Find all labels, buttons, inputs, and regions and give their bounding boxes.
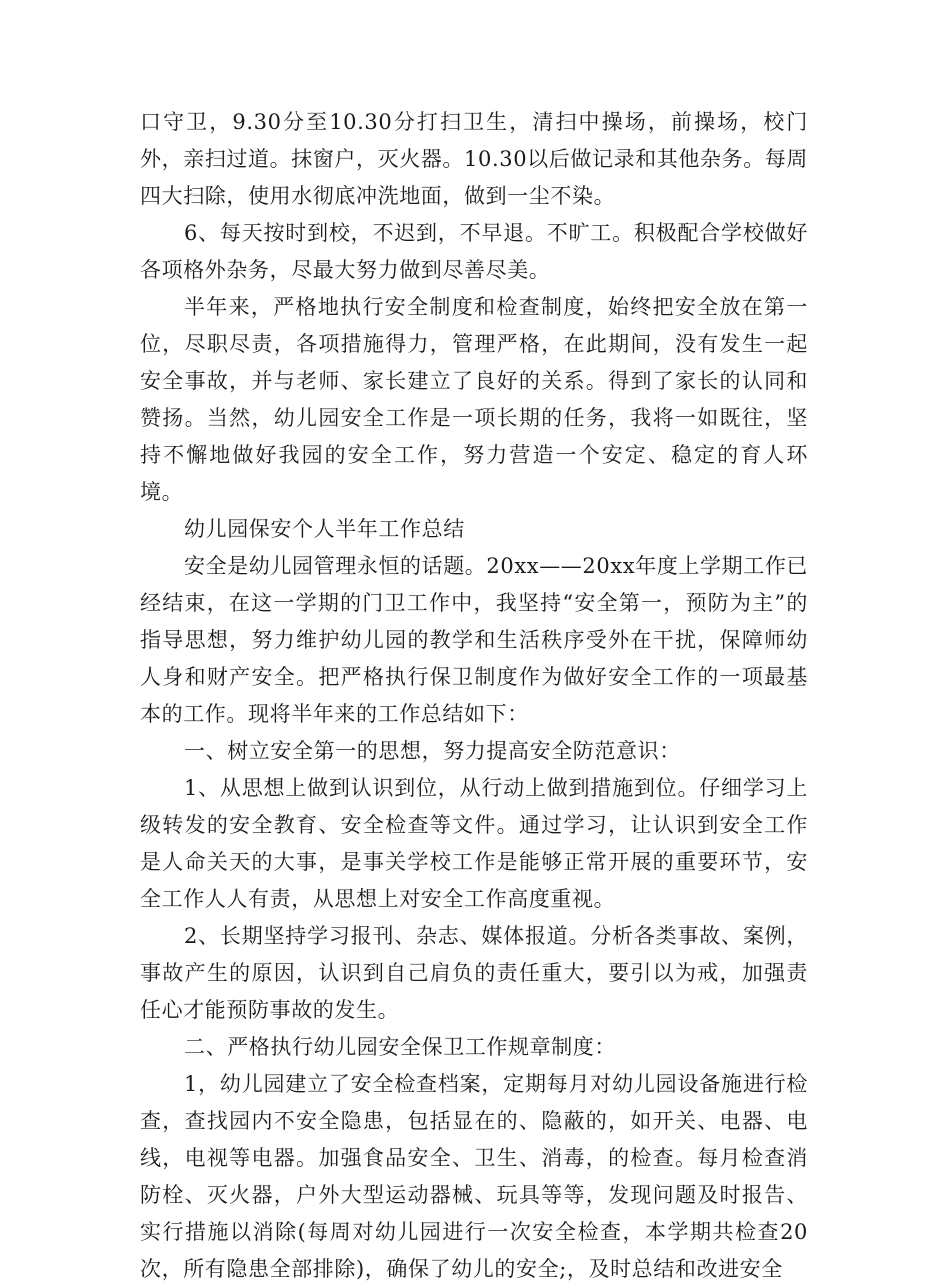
document-body [140, 104, 808, 1288]
paragraph-intro: 安全是幼儿园管理永恒的话题。20xx——20xx年度上学期工作已经结束，在这一学期的门卫工作中，我坚持“安全第一，预防为主”的指导思想，努力维护幼儿园的教学和生活秩序受外在干扰，保障师幼人身和财产安全。把严格执行保卫制度作为做好安全工作的一项最基本的工作。现将半年来的工作总结如下： [140, 554, 809, 726]
paragraph-item-6: 6、每天按时到校，不迟到，不早退。不旷工。积极配合学校做好各项格外杂务，尽最大努力做到尽善尽美。 [140, 221, 808, 282]
paragraph-duty-schedule: 口守卫，9.30分至10.30分打扫卫生，清扫中操场，前操场，校门外，亲扫过道。抹窗户，灭火器。10.30以后做记录和其他杂务。每周四大扫除，使用水彻底冲洗地面，做到一尘不染。 [140, 110, 808, 208]
paragraph-section-2-item-1: 1，幼儿园建立了安全检查档案，定期每月对幼儿园设备施进行检查，查找园内不安全隐患，包括显在的、隐蔽的，如开关、电器、电线，电视等电器。加强食品安全、卫生、消毒，的检查。每月检查消防栓、灭火器，户外大型运动器械、玩具等等，发现问题及时报告、实行措施以消除(每周对幼儿园进行一次安全检查，本学期共检查20次，所有隐患全部排除)，确保了幼儿的安全;，及时总结和改进安全 [140, 1072, 808, 1281]
paragraph-section-1-item-1: 1、从思想上做到认识到位，从行动上做到措施到位。仔细学习上级转发的安全教育、安全检查等文件。通过学习，让认识到安全工作是人命关天的大事，是事关学校工作是能够正常开展的重要环节，安全工作人人有责，从思想上对安全工作高度重视。 [140, 776, 808, 911]
heading-section-2: 二、严格执行幼儿园安全保卫工作规章制度： [184, 1035, 616, 1059]
paragraph-section-1-item-2: 2、长期坚持学习报刊、杂志、媒体报道。分析各类事故、案例，事故产生的原因，认识到自己肩负的责任重大，要引以为戒，加强责任心才能预防事故的发生。 [140, 924, 808, 1022]
paragraph-half-year-summary: 半年来，严格地执行安全制度和检查制度，始终把安全放在第一位，尽职尽责，各项措施得力，管理严格，在此期间，没有发生一起安全事故，并与老师、家长建立了良好的关系。得到了家长的认同和赞扬。当然，幼儿园安全工作是一项长期的任务，我将一如既往，坚持不懈地做好我园的安全工作，努力营造一个安定、稳定的育人环境。 [140, 295, 808, 504]
section-title: 幼儿园保安个人半年工作总结 [184, 517, 465, 541]
heading-section-1: 一、树立安全第一的思想，努力提高安全防范意识： [184, 739, 681, 763]
